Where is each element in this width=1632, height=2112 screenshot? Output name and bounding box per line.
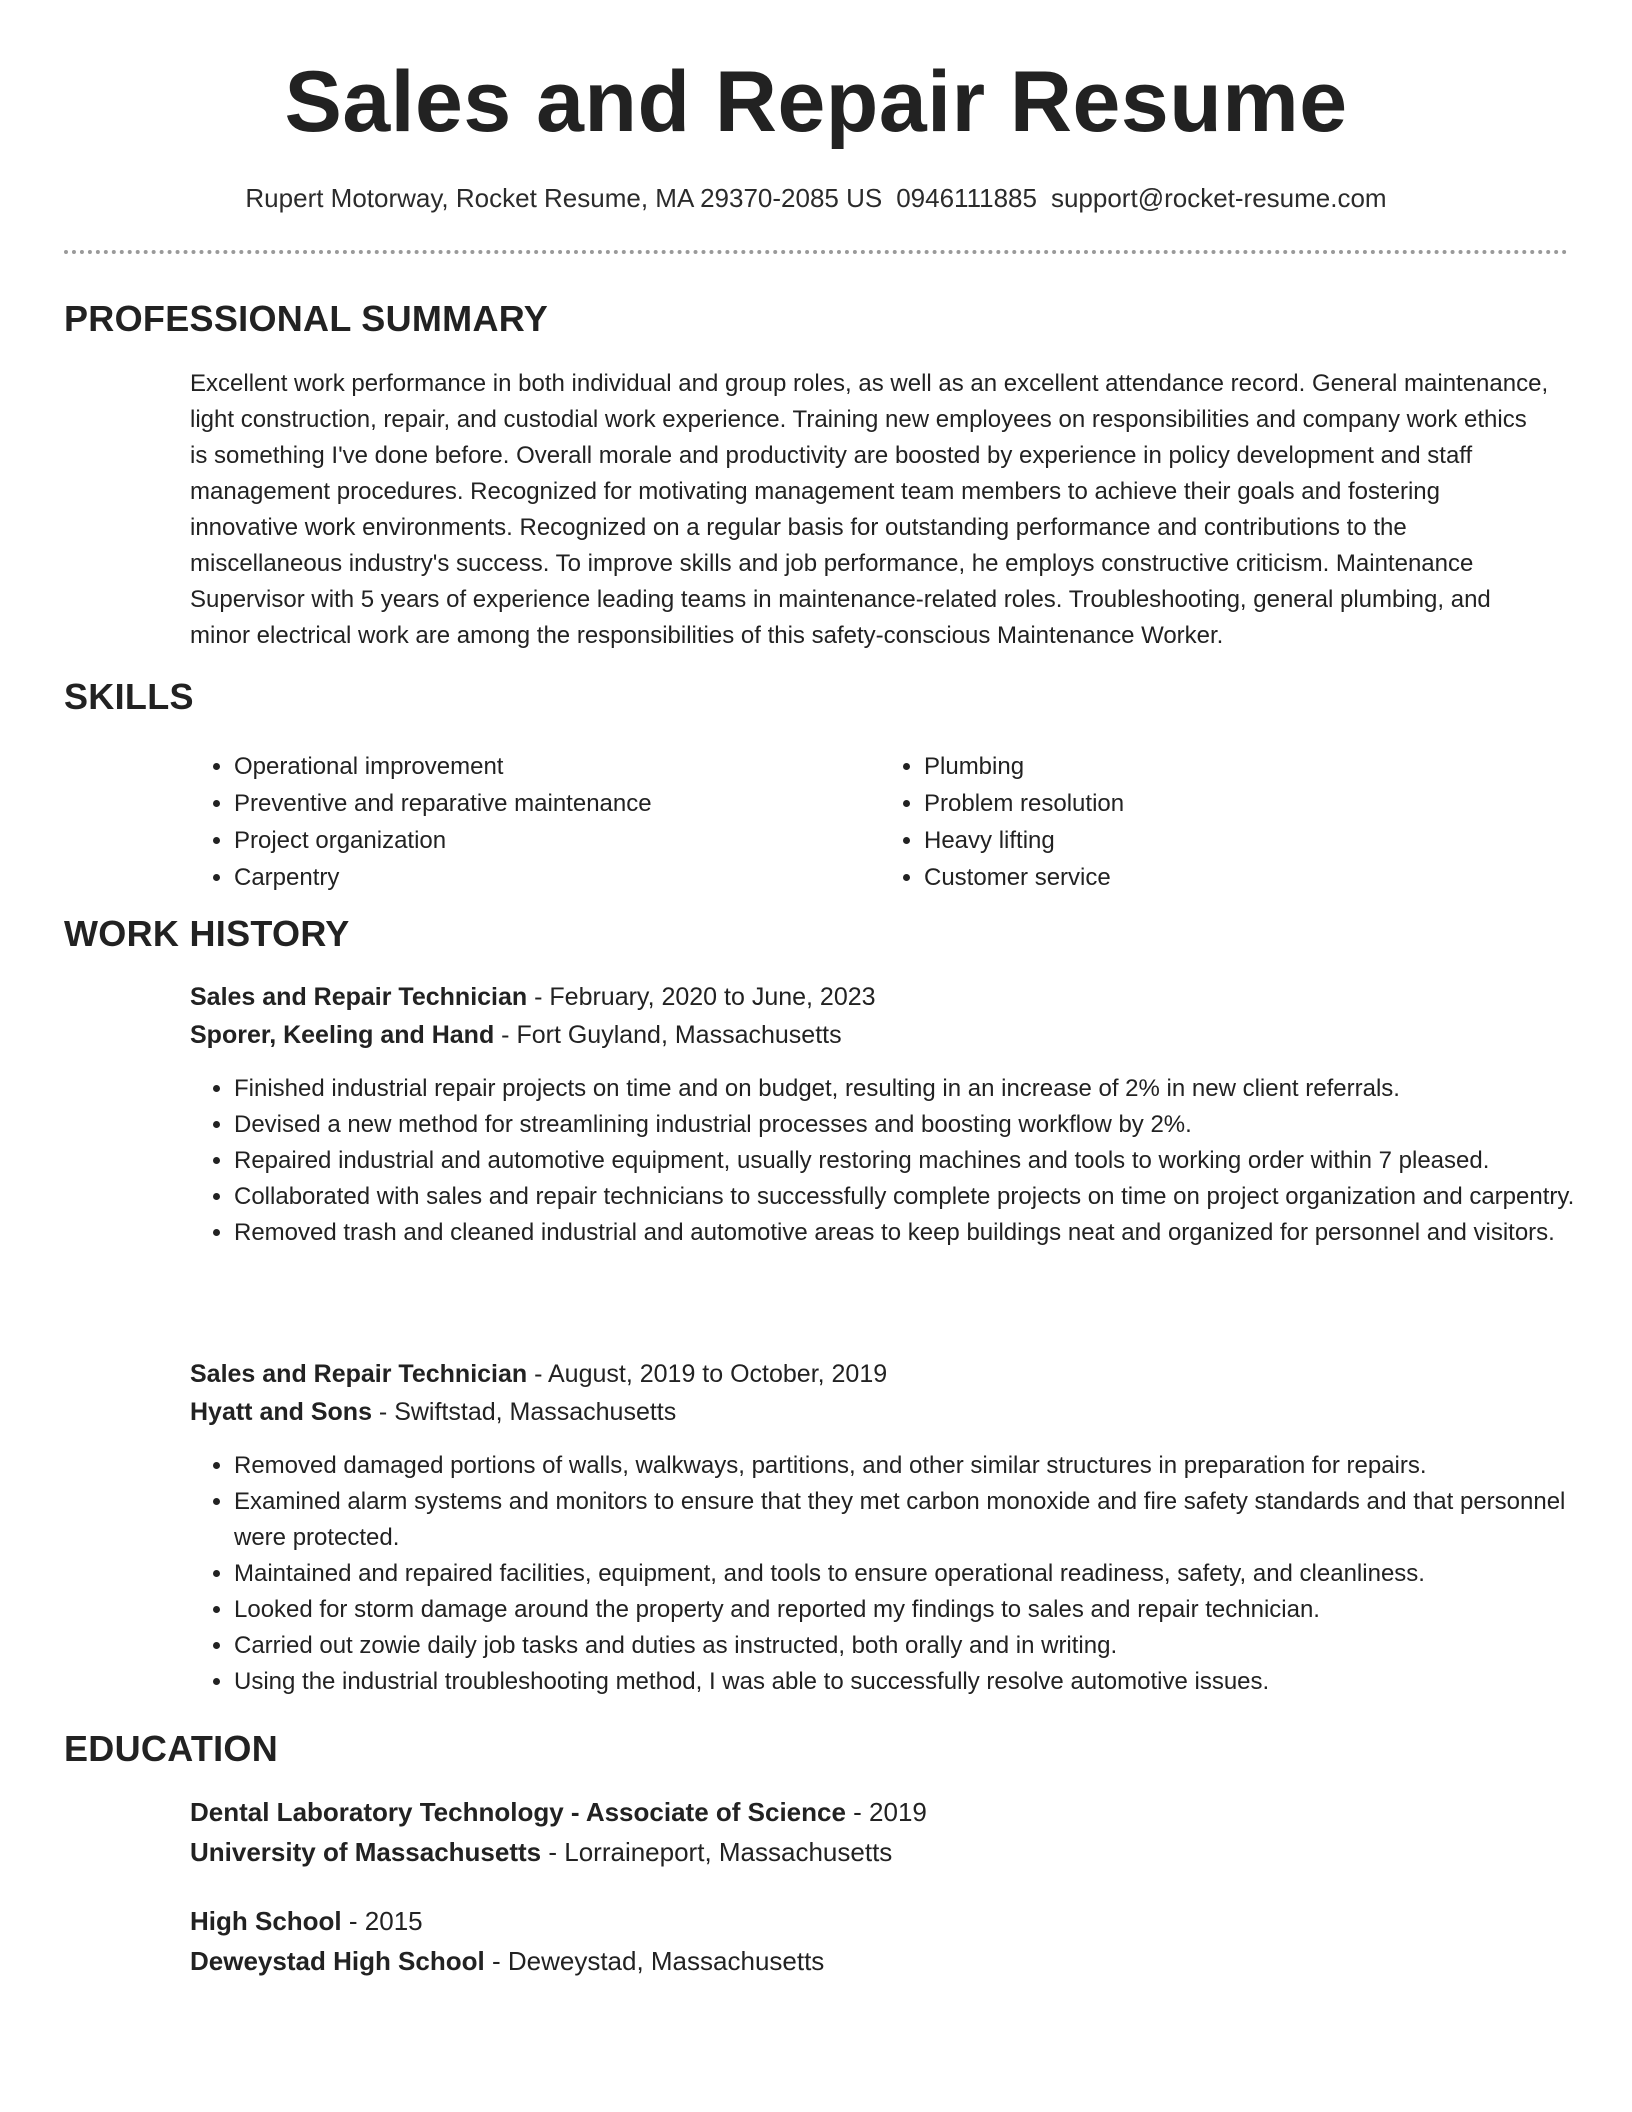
education-degree: High School (190, 1906, 342, 1936)
contact-line (0, 180, 1632, 216)
job-bullet: • Devised a new method for streamlining industrial processes and boosting workflow by 2%. (234, 1107, 1614, 1143)
education-school-line (190, 1942, 824, 1980)
job-title-line (190, 1356, 887, 1392)
contact-email: support@rocket-resume.com (1050, 183, 1387, 213)
education-degree: Dental Laboratory Technology - Associate of Science (190, 1797, 846, 1827)
skills-column-right (880, 748, 1570, 896)
skills-heading: SKILLS (64, 676, 194, 717)
skill-item: • Plumbing (924, 748, 1570, 785)
contact-address: Rupert Motorway, Rocket Resume, MA 29370-2085 US (245, 183, 883, 213)
job-bullet: • Removed trash and cleaned industrial and automotive areas to keep buildings neat and organized for personnel and visitors. (234, 1215, 1614, 1251)
summary-heading: PROFESSIONAL SUMMARY (64, 298, 549, 339)
contact-phone: 0946111885 (896, 183, 1037, 213)
job-location: - Swiftstad, Massachusetts (371, 1398, 677, 1426)
education-year: - 2015 (341, 1906, 423, 1936)
job-bullet: • Examined alarm systems and monitors to ensure that they met carbon monoxide and fire safety standards and that personnel were protected. (234, 1484, 1614, 1556)
job-bullet: • Using the industrial troubleshooting method, I was able to successfully resolve automotive issues. (234, 1664, 1614, 1700)
job-bullet: • Looked for storm damage around the property and reported my findings to sales and repair technician. (234, 1592, 1614, 1628)
skills-column-left (190, 748, 880, 896)
skills-list (190, 748, 1570, 896)
job-bullet: • Collaborated with sales and repair technicians to successfully complete projects on time on project organization and carpentry. (234, 1179, 1614, 1215)
job-title-line (190, 979, 876, 1015)
skill-item: • Problem resolution (924, 785, 1570, 822)
job-company-line (190, 1394, 676, 1430)
job-title: Sales and Repair Technician (190, 1360, 528, 1388)
education-heading: EDUCATION (64, 1728, 279, 1769)
skill-item: • Heavy lifting (924, 822, 1570, 859)
job-company: Hyatt and Sons (190, 1398, 372, 1426)
education-year: - 2019 (845, 1797, 927, 1827)
education-school: Deweystad High School (190, 1946, 485, 1976)
job-company-line (190, 1017, 842, 1053)
education-school-line (190, 1833, 892, 1871)
work-heading: WORK HISTORY (64, 913, 350, 954)
job-bullet: • Finished industrial repair projects on time and on budget, resulting in an increase of 2% in new client referrals. (234, 1071, 1614, 1107)
summary-text: Excellent work performance in both individual and group roles, as well as an excellent attendance record. General maintenance, light construction, repair, and custodial work experience. Training new employees on responsibilities and company work ethics is something I've done before. Overall morale and productivity are boosted by experience in policy development and staff management procedures. Recognized for motivating management team members to achieve their goals and fostering innovative work environments. Recognized on a regular basis for outstanding performance and contributions to the miscellaneous industry's success. To improve skills and job performance, he employs constructive criticism. Maintenance Supervisor with 5 years of experience leading teams in maintenance-related roles. Troubleshooting, general plumbing, and minor electrical work are among the responsibilities of this safety-conscious Maintenance Worker. (190, 370, 1549, 649)
skill-item: • Carpentry (234, 859, 880, 896)
job-company: Sporer, Keeling and Hand (190, 1021, 495, 1049)
job-bullet: • Maintained and repaired facilities, equipment, and tools to ensure operational readiness, safety, and cleanliness. (234, 1556, 1614, 1592)
education-location: - Lorraineport, Massachusetts (541, 1837, 893, 1867)
job-bullet: • Removed damaged portions of walls, walkways, partitions, and other similar structures in preparation for repairs. (234, 1448, 1614, 1484)
header-divider (64, 250, 1568, 254)
skill-item: • Preventive and reparative maintenance (234, 785, 880, 822)
job-title: Sales and Repair Technician (190, 983, 528, 1011)
skill-item: • Project organization (234, 822, 880, 859)
job-bullets (190, 1071, 1614, 1251)
job-bullets (190, 1448, 1614, 1700)
job-bullet: • Carried out zowie daily job tasks and duties as instructed, both orally and in writing. (234, 1628, 1614, 1664)
education-degree-line (190, 1902, 423, 1940)
job-bullet: • Repaired industrial and automotive equipment, usually restoring machines and tools to working order within 7 pleased. (234, 1143, 1614, 1179)
education-school: University of Massachusetts (190, 1837, 542, 1867)
job-dates: - February, 2020 to June, 2023 (527, 983, 876, 1011)
education-degree-line (190, 1793, 927, 1831)
job-dates: - August, 2019 to October, 2019 (527, 1360, 888, 1388)
education-location: - Deweystad, Massachusetts (484, 1946, 825, 1976)
skill-item: • Operational improvement (234, 748, 880, 785)
resume-title: Sales and Repair Resume (284, 54, 1348, 150)
skill-item: • Customer service (924, 859, 1570, 896)
job-location: - Fort Guyland, Massachusetts (494, 1021, 842, 1049)
